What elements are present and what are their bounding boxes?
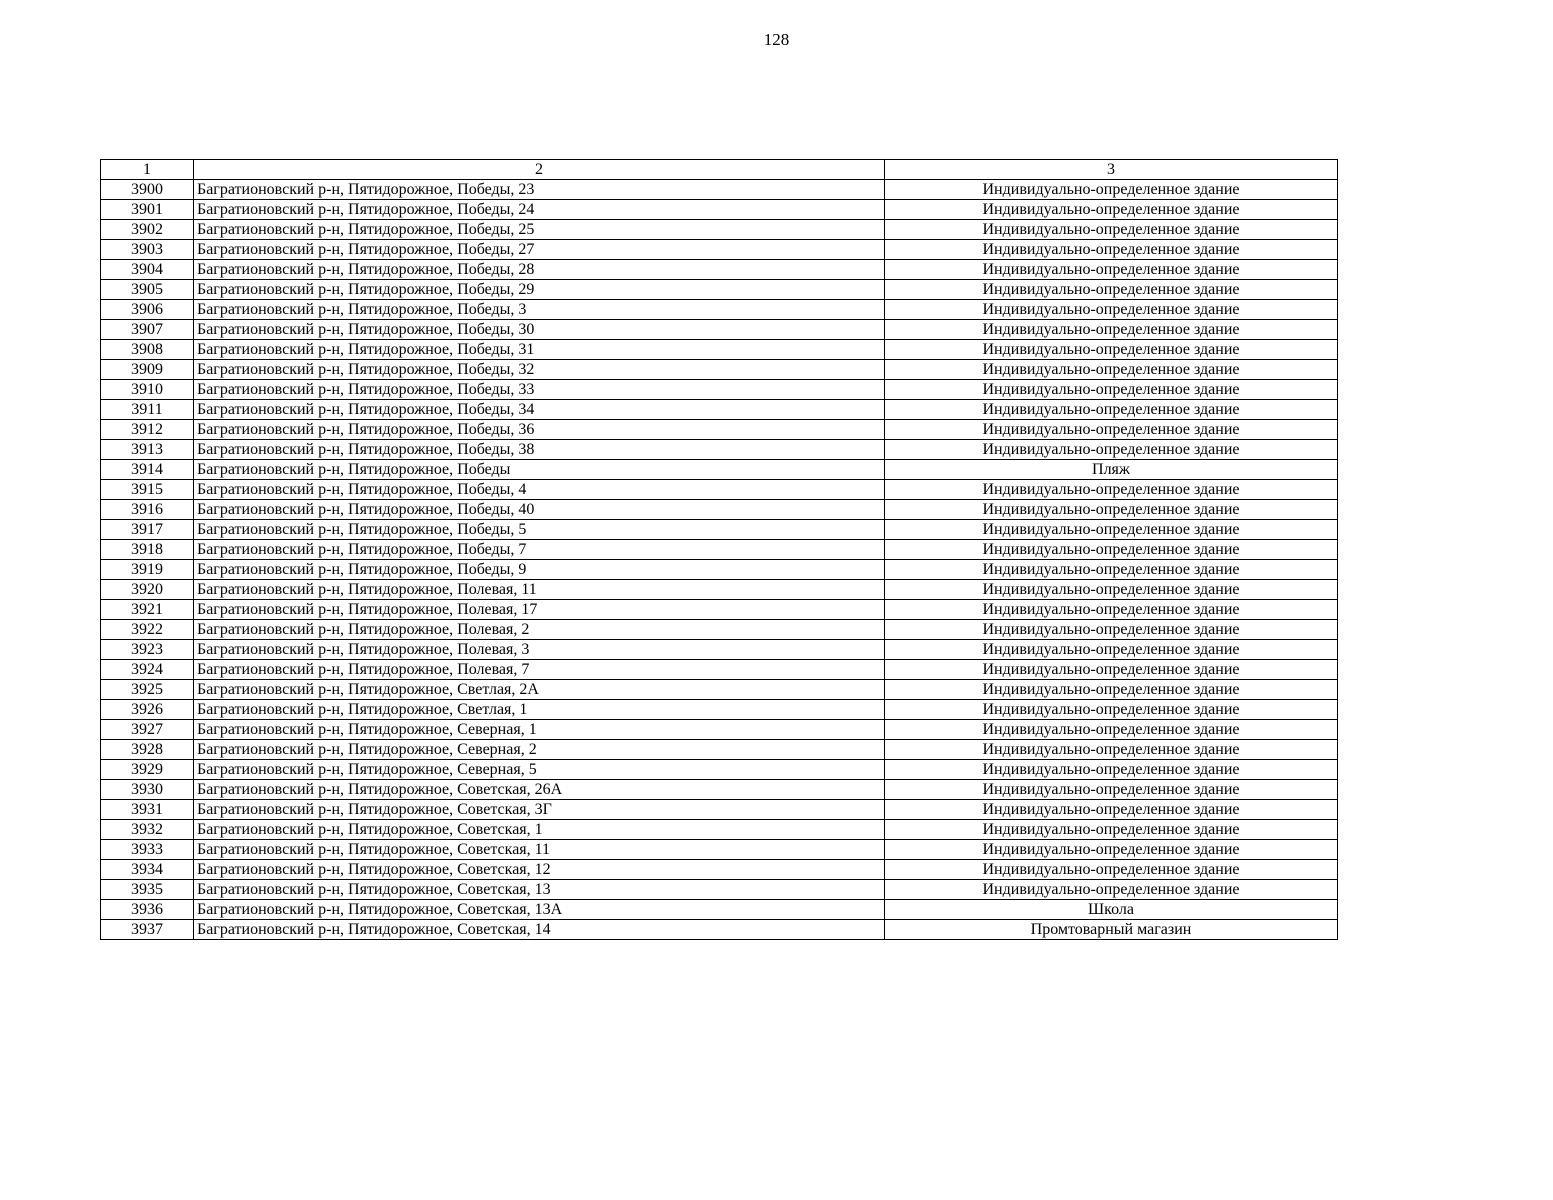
row-address: Багратионовский р-н, Пятидорожное, Победы, 29 [194,280,885,300]
row-address: Багратионовский р-н, Пятидорожное, Советская, 1 [194,820,885,840]
row-number: 3926 [101,700,194,720]
table-row [101,220,1338,240]
row-object-type: Индивидуально-определенное здание [885,320,1338,340]
row-address: Багратионовский р-н, Пятидорожное, Советская, 13А [194,900,885,920]
row-address: Багратионовский р-н, Пятидорожное, Советская, 11 [194,840,885,860]
page-number: 128 [763,30,790,49]
column-header-1: 1 [101,160,194,180]
row-object-type: Индивидуально-определенное здание [885,300,1338,320]
row-number: 3905 [101,280,194,300]
column-header-3: 3 [885,160,1338,180]
row-object-type: Индивидуально-определенное здание [885,760,1338,780]
row-object-type: Школа [885,900,1338,920]
row-number: 3933 [101,840,194,860]
row-address: Багратионовский р-н, Пятидорожное, Полевая, 11 [194,580,885,600]
table-row [101,560,1338,580]
row-number: 3927 [101,720,194,740]
table-body [101,180,1338,940]
row-object-type: Индивидуально-определенное здание [885,480,1338,500]
table-row [101,720,1338,740]
table-row [101,380,1338,400]
row-address: Багратионовский р-н, Пятидорожное, Полевая, 3 [194,640,885,660]
table-row [101,480,1338,500]
table-row [101,700,1338,720]
row-address: Багратионовский р-н, Пятидорожное, Победы, 7 [194,540,885,560]
row-address: Багратионовский р-н, Пятидорожное, Победы, 31 [194,340,885,360]
table-row [101,600,1338,620]
row-address: Багратионовский р-н, Пятидорожное, Светлая, 1 [194,700,885,720]
row-object-type: Индивидуально-определенное здание [885,400,1338,420]
row-number: 3910 [101,380,194,400]
row-object-type: Индивидуально-определенное здание [885,180,1338,200]
property-table [100,159,1338,940]
row-address: Багратионовский р-н, Пятидорожное, Победы, 3 [194,300,885,320]
table-row [101,260,1338,280]
row-number: 3908 [101,340,194,360]
row-number: 3909 [101,360,194,380]
row-number: 3919 [101,560,194,580]
row-number: 3915 [101,480,194,500]
row-number: 3930 [101,780,194,800]
row-object-type: Индивидуально-определенное здание [885,340,1338,360]
table-row [101,540,1338,560]
table-row [101,840,1338,860]
row-object-type: Пляж [885,460,1338,480]
row-object-type: Индивидуально-определенное здание [885,880,1338,900]
row-address: Багратионовский р-н, Пятидорожное, Победы, 32 [194,360,885,380]
row-address: Багратионовский р-н, Пятидорожное, Победы, 9 [194,560,885,580]
table-row [101,820,1338,840]
row-address: Багратионовский р-н, Пятидорожное, Советская, 3Г [194,800,885,820]
row-object-type: Индивидуально-определенное здание [885,360,1338,380]
row-number: 3937 [101,920,194,940]
row-address: Багратионовский р-н, Пятидорожное, Полевая, 17 [194,600,885,620]
row-number: 3923 [101,640,194,660]
table-row [101,400,1338,420]
table-row [101,860,1338,880]
header-row [101,160,1338,180]
row-number: 3931 [101,800,194,820]
row-number: 3912 [101,420,194,440]
row-address: Багратионовский р-н, Пятидорожное, Победы, 4 [194,480,885,500]
table-row [101,740,1338,760]
row-number: 3913 [101,440,194,460]
row-address: Багратионовский р-н, Пятидорожное, Светлая, 2А [194,680,885,700]
row-address: Багратионовский р-н, Пятидорожное, Победы, 34 [194,400,885,420]
row-number: 3929 [101,760,194,780]
row-address: Багратионовский р-н, Пятидорожное, Советская, 12 [194,860,885,880]
row-address: Багратионовский р-н, Пятидорожное, Победы, 28 [194,260,885,280]
table-row [101,420,1338,440]
row-object-type: Индивидуально-определенное здание [885,720,1338,740]
row-object-type: Индивидуально-определенное здание [885,840,1338,860]
row-address: Багратионовский р-н, Пятидорожное, Победы, 33 [194,380,885,400]
row-address: Багратионовский р-н, Пятидорожное, Победы, 30 [194,320,885,340]
row-number: 3925 [101,680,194,700]
row-object-type: Индивидуально-определенное здание [885,800,1338,820]
table-row [101,280,1338,300]
table-row [101,760,1338,780]
row-address: Багратионовский р-н, Пятидорожное, Полевая, 2 [194,620,885,640]
row-number: 3903 [101,240,194,260]
row-address: Багратионовский р-н, Пятидорожное, Северная, 2 [194,740,885,760]
row-object-type: Индивидуально-определенное здание [885,700,1338,720]
row-address: Багратионовский р-н, Пятидорожное, Победы, 40 [194,500,885,520]
row-object-type: Индивидуально-определенное здание [885,520,1338,540]
row-object-type: Индивидуально-определенное здание [885,500,1338,520]
row-object-type: Индивидуально-определенное здание [885,420,1338,440]
table-row [101,320,1338,340]
row-number: 3902 [101,220,194,240]
table-row [101,620,1338,640]
row-object-type: Индивидуально-определенное здание [885,820,1338,840]
row-number: 3904 [101,260,194,280]
row-object-type: Индивидуально-определенное здание [885,240,1338,260]
row-address: Багратионовский р-н, Пятидорожное, Победы, 38 [194,440,885,460]
row-number: 3911 [101,400,194,420]
row-object-type: Индивидуально-определенное здание [885,600,1338,620]
row-number: 3907 [101,320,194,340]
row-address: Багратионовский р-н, Пятидорожное, Северная, 5 [194,760,885,780]
row-object-type: Индивидуально-определенное здание [885,440,1338,460]
row-object-type: Индивидуально-определенное здание [885,380,1338,400]
table-row [101,500,1338,520]
row-address: Багратионовский р-н, Пятидорожное, Победы, 36 [194,420,885,440]
row-address: Багратионовский р-н, Пятидорожное, Победы, 25 [194,220,885,240]
row-address: Багратионовский р-н, Пятидорожное, Советская, 14 [194,920,885,940]
row-object-type: Индивидуально-определенное здание [885,540,1338,560]
row-address: Багратионовский р-н, Пятидорожное, Советская, 26А [194,780,885,800]
table-row [101,680,1338,700]
row-address: Багратионовский р-н, Пятидорожное, Полевая, 7 [194,660,885,680]
row-address: Багратионовский р-н, Пятидорожное, Победы [194,460,885,480]
row-object-type: Индивидуально-определенное здание [885,200,1338,220]
table-row [101,360,1338,380]
table-row [101,880,1338,900]
table-row [101,340,1338,360]
row-object-type: Индивидуально-определенное здание [885,740,1338,760]
row-number: 3916 [101,500,194,520]
table-row [101,640,1338,660]
table-row [101,800,1338,820]
row-object-type: Индивидуально-определенное здание [885,660,1338,680]
row-number: 3917 [101,520,194,540]
row-address: Багратионовский р-н, Пятидорожное, Северная, 1 [194,720,885,740]
row-object-type: Индивидуально-определенное здание [885,640,1338,660]
table-row [101,520,1338,540]
row-address: Багратионовский р-н, Пятидорожное, Советская, 13 [194,880,885,900]
table-row [101,240,1338,260]
row-number: 3935 [101,880,194,900]
row-object-type: Индивидуально-определенное здание [885,860,1338,880]
table-row [101,920,1338,940]
row-number: 3921 [101,600,194,620]
row-number: 3901 [101,200,194,220]
row-object-type: Индивидуально-определенное здание [885,780,1338,800]
row-object-type: Индивидуально-определенное здание [885,680,1338,700]
row-address: Багратионовский р-н, Пятидорожное, Победы, 27 [194,240,885,260]
row-number: 3920 [101,580,194,600]
row-number: 3936 [101,900,194,920]
row-number: 3922 [101,620,194,640]
row-object-type: Индивидуально-определенное здание [885,280,1338,300]
table-row [101,580,1338,600]
row-object-type: Индивидуально-определенное здание [885,620,1338,640]
table-row [101,200,1338,220]
table-row [101,460,1338,480]
row-number: 3932 [101,820,194,840]
row-object-type: Промтоварный магазин [885,920,1338,940]
table-row [101,660,1338,680]
row-number: 3914 [101,460,194,480]
row-address: Багратионовский р-н, Пятидорожное, Победы, 23 [194,180,885,200]
row-number: 3928 [101,740,194,760]
table-row [101,300,1338,320]
table-row [101,780,1338,800]
row-object-type: Индивидуально-определенное здание [885,580,1338,600]
row-number: 3934 [101,860,194,880]
row-address: Багратионовский р-н, Пятидорожное, Победы, 24 [194,200,885,220]
table-row [101,440,1338,460]
row-number: 3906 [101,300,194,320]
row-number: 3924 [101,660,194,680]
row-number: 3900 [101,180,194,200]
column-header-2: 2 [194,160,885,180]
row-number: 3918 [101,540,194,560]
table-row [101,900,1338,920]
row-object-type: Индивидуально-определенное здание [885,220,1338,240]
row-object-type: Индивидуально-определенное здание [885,560,1338,580]
row-object-type: Индивидуально-определенное здание [885,260,1338,280]
table-header [101,160,1338,180]
row-address: Багратионовский р-н, Пятидорожное, Победы, 5 [194,520,885,540]
table-row [101,180,1338,200]
